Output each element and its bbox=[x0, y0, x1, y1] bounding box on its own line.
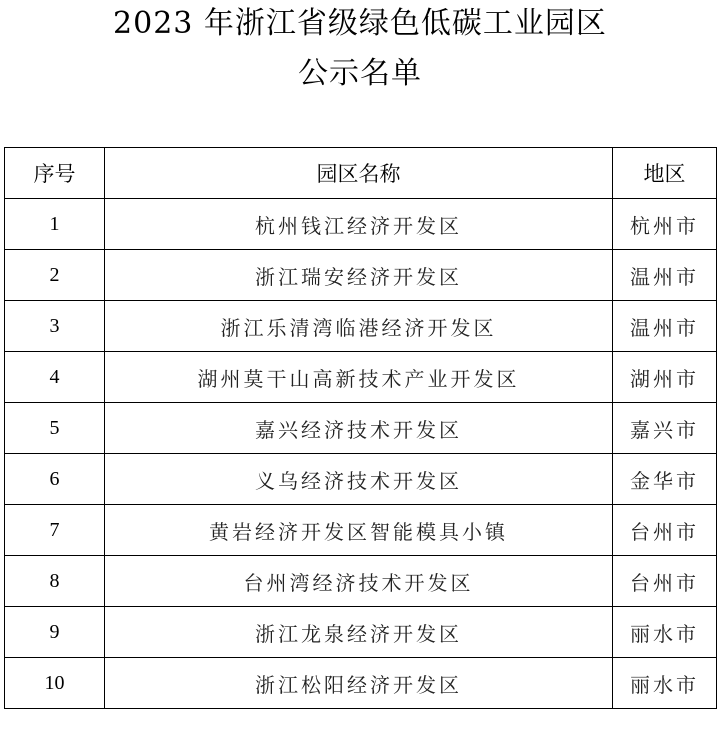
document-title-line-2: 公示名单 bbox=[298, 56, 422, 91]
row-park-name: 黄岩经济开发区智能模具小镇 bbox=[105, 505, 613, 556]
row-region: 嘉兴市 bbox=[613, 403, 717, 454]
park-list-table-container bbox=[4, 147, 716, 709]
table-header-row bbox=[5, 148, 717, 199]
row-park-name: 杭州钱江经济开发区 bbox=[105, 199, 613, 250]
row-index: 4 bbox=[5, 352, 105, 403]
row-index: 8 bbox=[5, 556, 105, 607]
row-index: 2 bbox=[5, 250, 105, 301]
row-park-name: 台州湾经济技术开发区 bbox=[105, 556, 613, 607]
row-region: 丽水市 bbox=[613, 607, 717, 658]
document-title-line-1: 2023 年浙江省级绿色低碳工业园区 bbox=[113, 6, 607, 41]
table-row bbox=[5, 250, 717, 301]
row-region: 台州市 bbox=[613, 505, 717, 556]
table-row bbox=[5, 403, 717, 454]
row-region: 台州市 bbox=[613, 556, 717, 607]
row-index: 6 bbox=[5, 454, 105, 505]
table-row bbox=[5, 505, 717, 556]
park-list-table bbox=[4, 147, 717, 709]
row-index: 1 bbox=[5, 199, 105, 250]
row-index: 9 bbox=[5, 607, 105, 658]
row-region: 金华市 bbox=[613, 454, 717, 505]
row-index: 5 bbox=[5, 403, 105, 454]
row-park-name: 浙江松阳经济开发区 bbox=[105, 658, 613, 709]
row-index: 7 bbox=[5, 505, 105, 556]
row-index: 3 bbox=[5, 301, 105, 352]
row-park-name: 义乌经济技术开发区 bbox=[105, 454, 613, 505]
table-row bbox=[5, 454, 717, 505]
header-index: 序号 bbox=[5, 148, 105, 199]
table-row bbox=[5, 556, 717, 607]
table-row bbox=[5, 199, 717, 250]
row-region: 湖州市 bbox=[613, 352, 717, 403]
row-region: 杭州市 bbox=[613, 199, 717, 250]
header-region: 地区 bbox=[613, 148, 717, 199]
table-row bbox=[5, 658, 717, 709]
table-row bbox=[5, 301, 717, 352]
table-row bbox=[5, 607, 717, 658]
row-region: 温州市 bbox=[613, 250, 717, 301]
header-park-name: 园区名称 bbox=[105, 148, 613, 199]
row-region: 温州市 bbox=[613, 301, 717, 352]
row-park-name: 浙江乐清湾临港经济开发区 bbox=[105, 301, 613, 352]
table-row bbox=[5, 352, 717, 403]
row-park-name: 浙江龙泉经济开发区 bbox=[105, 607, 613, 658]
row-park-name: 湖州莫干山高新技术产业开发区 bbox=[105, 352, 613, 403]
row-park-name: 嘉兴经济技术开发区 bbox=[105, 403, 613, 454]
row-region: 丽水市 bbox=[613, 658, 717, 709]
row-park-name: 浙江瑞安经济开发区 bbox=[105, 250, 613, 301]
row-index: 10 bbox=[5, 658, 105, 709]
